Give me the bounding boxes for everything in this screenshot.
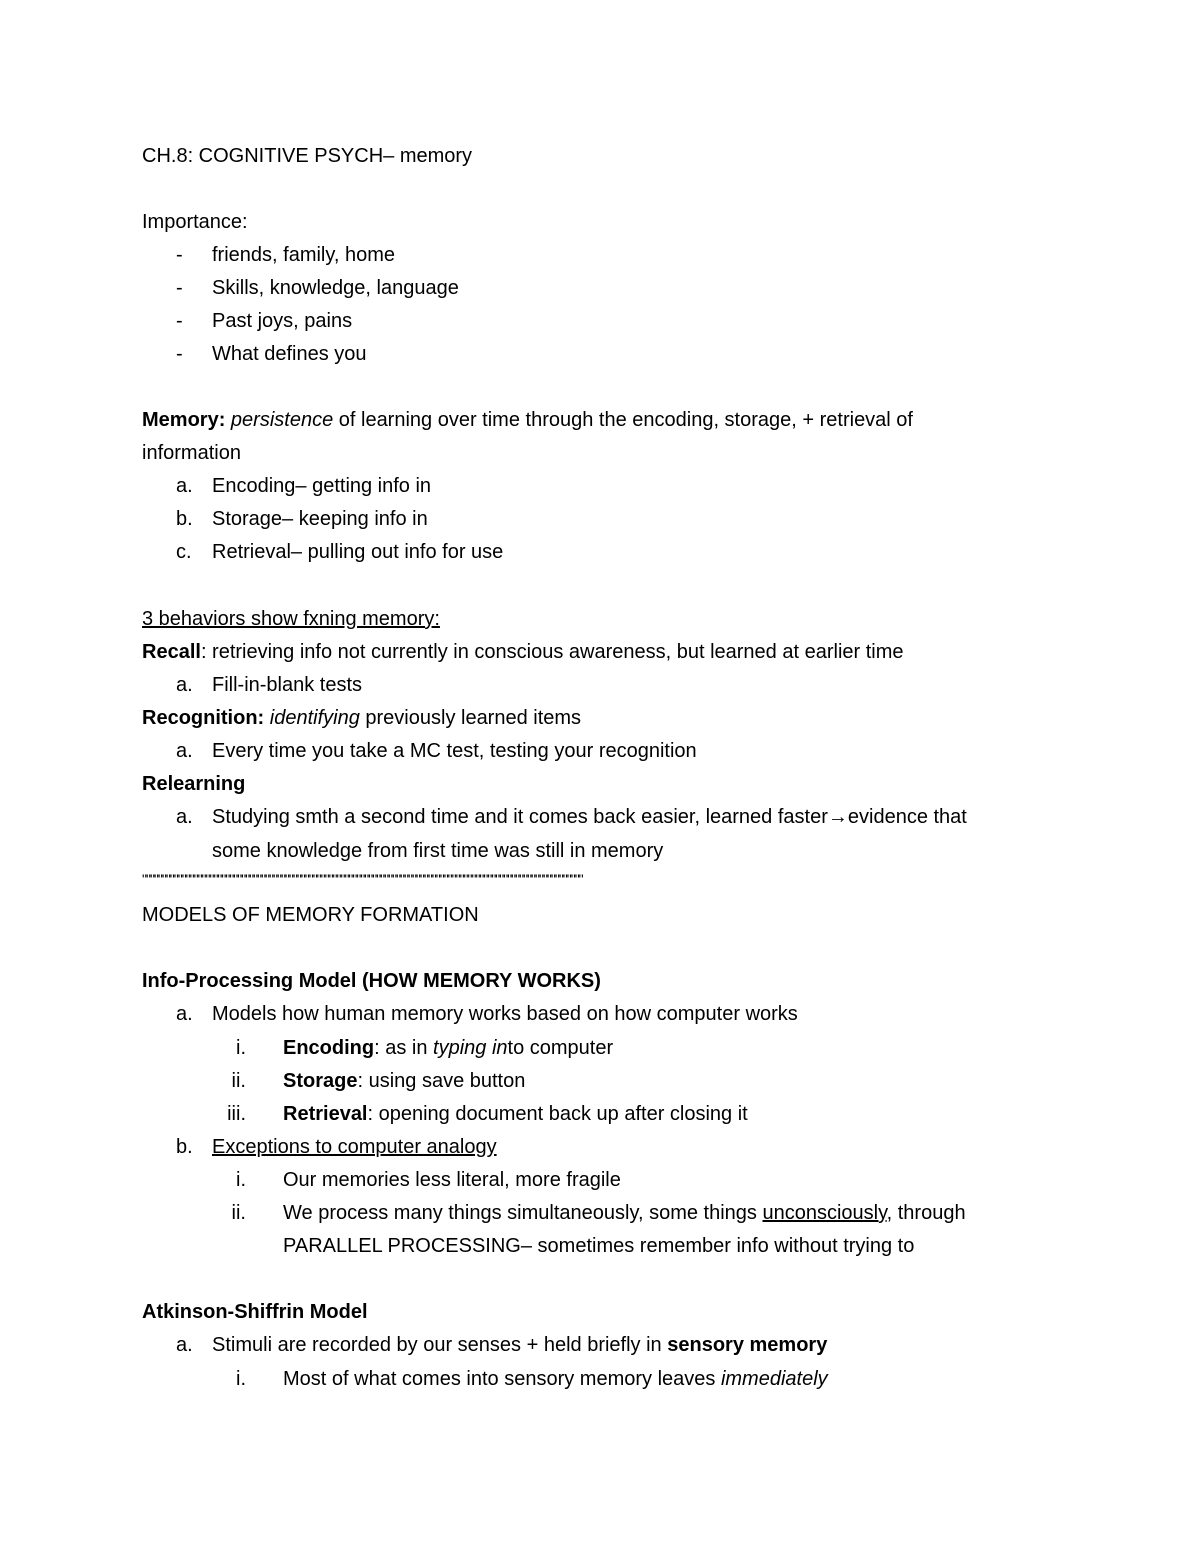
importance-item-1: friends, family, home bbox=[212, 244, 396, 266]
atkinson-a-text: Stimuli are recorded by our senses + held briefly in bbox=[212, 1334, 668, 1356]
storage-line bbox=[283, 1068, 525, 1094]
memory-emphasis: persistence bbox=[230, 409, 334, 431]
roman-marker: ii. bbox=[231, 1202, 246, 1224]
list-marker: a. bbox=[176, 674, 193, 696]
roman-marker: i. bbox=[236, 1368, 246, 1390]
exception-item-ii-line-1 bbox=[283, 1200, 966, 1226]
retrieval-text: : opening document back up after closing it bbox=[367, 1103, 748, 1125]
models-heading: MODELS OF MEMORY FORMATION bbox=[142, 904, 479, 926]
storage-text: : using save button bbox=[357, 1070, 526, 1092]
importance-item-2: Skills, knowledge, language bbox=[212, 277, 459, 299]
relearning-term: Relearning bbox=[142, 773, 246, 795]
recall-item: Fill-in-blank tests bbox=[212, 674, 363, 696]
recognition-emphasis: identifying bbox=[269, 707, 360, 729]
roman-marker: i. bbox=[236, 1037, 246, 1059]
exceptions-heading: Exceptions to computer analogy bbox=[212, 1136, 497, 1158]
exception-ii-text: We process many things simultaneously, some things bbox=[283, 1202, 763, 1224]
recognition-definition: previously learned items bbox=[359, 707, 582, 729]
bullet-dash: - bbox=[176, 244, 183, 266]
list-marker: b. bbox=[176, 1136, 193, 1158]
list-marker: a. bbox=[176, 740, 193, 762]
encoding-line bbox=[283, 1035, 613, 1061]
roman-marker: ii. bbox=[231, 1070, 246, 1092]
storage-term: Storage bbox=[283, 1070, 358, 1092]
recall-line bbox=[142, 639, 904, 665]
encoding-term: Encoding bbox=[283, 1037, 375, 1059]
bullet-dash: - bbox=[176, 343, 183, 365]
memory-item-storage: Storage– keeping info in bbox=[212, 508, 428, 530]
exception-item-i: Our memories less literal, more fragile bbox=[283, 1169, 621, 1191]
info-processing-heading: Info-Processing Model (HOW MEMORY WORKS) bbox=[142, 970, 601, 992]
document-title: CH.8: COGNITIVE PSYCH– memory bbox=[142, 145, 473, 167]
recognition-term: Recognition: bbox=[142, 707, 265, 729]
list-marker: a. bbox=[176, 1334, 193, 1356]
atkinson-i-emphasis: immediately bbox=[720, 1368, 828, 1390]
roman-marker: iii. bbox=[227, 1103, 246, 1125]
atkinson-item-a bbox=[212, 1332, 827, 1358]
encoding-text: : as in bbox=[374, 1037, 434, 1059]
roman-marker: i. bbox=[236, 1169, 246, 1191]
memory-definition-line-1 bbox=[142, 407, 913, 433]
atkinson-heading: Atkinson-Shiffrin Model bbox=[142, 1301, 368, 1323]
relearning-item-line-2: some knowledge from first time was still in memory bbox=[212, 840, 664, 862]
atkinson-item-i bbox=[283, 1366, 828, 1392]
sensory-memory-term: sensory memory bbox=[667, 1334, 828, 1356]
recognition-item: Every time you take a MC test, testing your recognition bbox=[212, 740, 697, 762]
list-marker: a. bbox=[176, 475, 193, 497]
memory-definition-line-2: information bbox=[142, 442, 241, 464]
recall-definition: : retrieving info not currently in conscious awareness, but learned at earlier time bbox=[200, 641, 904, 663]
relearning-item-line-1: Studying smth a second time and it comes back easier, learned faster→evidence that bbox=[212, 806, 967, 828]
memory-item-encoding: Encoding– getting info in bbox=[212, 475, 432, 497]
behaviors-heading: 3 behaviors show fxning memory: bbox=[142, 608, 440, 630]
memory-definition-text: of learning over time through the encoding, storage, + retrieval of bbox=[333, 409, 913, 431]
recall-term: Recall bbox=[142, 641, 201, 663]
recognition-line bbox=[142, 705, 581, 731]
separator-line: """"""""""""""""""""""""""""""""""""""""""""""""""""""""""""""""""""""""""""""""""""""""""""""""""""""""""""""" bbox=[142, 871, 583, 887]
retrieval-line bbox=[283, 1101, 748, 1127]
exception-ii-underlined: unconsciously bbox=[762, 1202, 887, 1224]
info-processing-item-a: Models how human memory works based on how computer works bbox=[212, 1003, 798, 1025]
exception-ii-text-end: , through bbox=[886, 1202, 966, 1224]
importance-item-3: Past joys, pains bbox=[212, 310, 353, 332]
exception-item-ii-line-2: PARALLEL PROCESSING– sometimes remember info without trying to bbox=[283, 1235, 915, 1257]
list-marker: a. bbox=[176, 806, 193, 828]
bullet-dash: - bbox=[176, 277, 183, 299]
bullet-dash: - bbox=[176, 310, 183, 332]
list-marker: a. bbox=[176, 1003, 193, 1025]
memory-term: Memory: bbox=[142, 409, 226, 431]
encoding-text-end: to computer bbox=[507, 1037, 614, 1059]
retrieval-term: Retrieval bbox=[283, 1103, 368, 1125]
importance-heading: Importance: bbox=[142, 211, 248, 233]
list-marker: b. bbox=[176, 508, 193, 530]
importance-item-4: What defines you bbox=[212, 343, 367, 365]
atkinson-i-text: Most of what comes into sensory memory leaves bbox=[283, 1368, 721, 1390]
memory-item-retrieval: Retrieval– pulling out info for use bbox=[212, 541, 504, 563]
list-marker: c. bbox=[176, 541, 192, 563]
encoding-emphasis: typing in bbox=[433, 1037, 508, 1059]
